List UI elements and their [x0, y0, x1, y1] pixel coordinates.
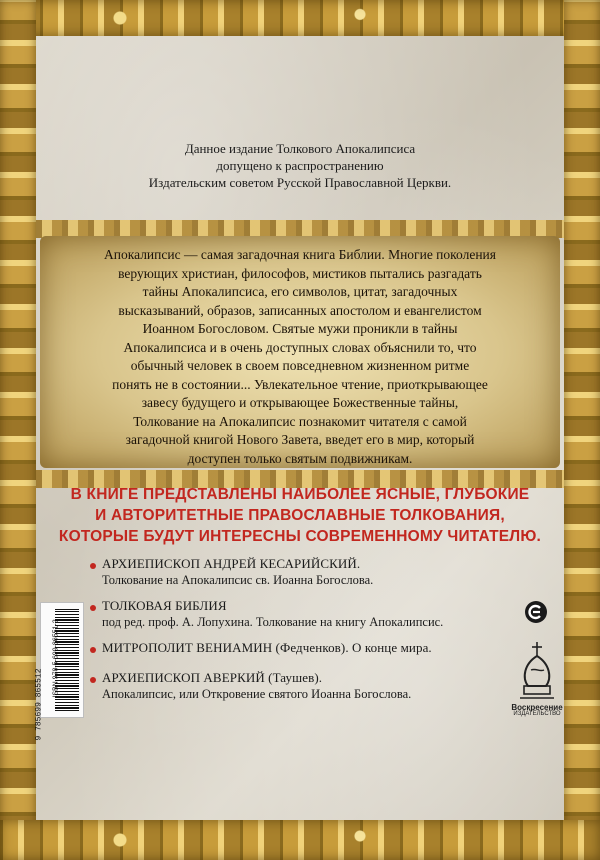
list-item — [102, 556, 532, 588]
notice-line: допущено к распространению — [216, 158, 384, 173]
description-line: высказываний, образов, записанных апостолом и евангелистом — [118, 302, 482, 318]
bullet-icon — [90, 605, 96, 611]
ornament-top-border — [0, 0, 600, 36]
item-title: ТОЛКОВАЯ БИБЛИЯ — [102, 598, 227, 613]
description-line: обычный человек в своем повседневном жизненном ритме — [130, 358, 470, 373]
bullet-icon — [90, 563, 96, 569]
notice-line: Данное издание Толкового Апокалипсиса — [184, 141, 416, 156]
description-line: загадочной книгой Нового Завета, введет его в мир, который — [125, 432, 475, 447]
isbn-label: ISBN 978-5-699-86551-2 — [52, 619, 60, 698]
item-subtitle: Апокалипсис, или Откровение святого Иоанна Богослова. — [102, 687, 412, 701]
bullet-icon — [90, 677, 96, 683]
book-description — [62, 246, 538, 468]
list-item — [102, 670, 532, 702]
item-subtitle: Толкование на Апокалипсис св. Иоанна Богослова. — [102, 573, 374, 587]
headline-line: КОТОРЫЕ БУДУТ ИНТЕРЕСНЫ СОВРЕМЕННОМУ ЧИТАТЕЛЮ. — [58, 528, 542, 545]
contents-list — [102, 556, 532, 712]
description-line: Иоанном Богословом. Святые мужи проникли в тайны — [142, 321, 458, 336]
red-headline — [40, 484, 560, 547]
headline-line: В КНИГЕ ПРЕДСТАВЛЕНЫ НАИБОЛЕЕ ЯСНЫЕ, ГЛУБОКИЕ — [70, 486, 530, 503]
publisher-title: Воскресение — [511, 703, 563, 712]
item-title: АРХИЕПИСКОП АНДРЕЙ КЕСАРИЙСКИЙ. — [102, 556, 361, 571]
item-title: МИТРОПОЛИТ ВЕНИАМИН (Федченков). О конце мира. — [102, 640, 432, 655]
description-line: тайны Апокалипсиса, его символов, цитат, загадочных — [142, 284, 458, 299]
description-line: завесу будущего и открывающее Божественные тайны, — [141, 395, 459, 410]
description-line: доступен только святым подвижникам. — [187, 450, 413, 466]
description-line: понять не в состоянии... Увлекательное чтение, приоткрывающее — [112, 376, 488, 392]
church-approval-notice — [60, 140, 540, 191]
description-line: Апокалипсиса и в очень доступных словах объяснили то, что — [123, 339, 477, 355]
description-line: верующих христиан, философов, мистиков пытались разгадать — [118, 265, 482, 281]
description-line: Толкование на Апокалипсис познакомит читателя с самой — [133, 413, 467, 429]
description-line: Апокалипсис — самая загадочная книга Библии. Многие поколения — [104, 247, 496, 262]
ornament-bottom-border — [0, 820, 600, 860]
eksmo-logo-icon — [524, 600, 548, 624]
ornament-right-border — [564, 0, 600, 860]
headline-line: И АВТОРИТЕТНЫЕ ПРАВОСЛАВНЫЕ ТОЛКОВАНИЯ, — [95, 507, 505, 524]
church-dome-logo-icon — [512, 640, 562, 706]
notice-line: Издательским советом Русской Православной Церкви. — [148, 175, 452, 190]
isbn-barcode — [40, 602, 84, 718]
barcode-digits: 9 785699 865512 — [34, 668, 44, 741]
item-title: АРХИЕПИСКОП АВЕРКИЙ (Таушев). — [102, 670, 323, 685]
ornament-left-border — [0, 0, 36, 860]
publisher-name — [506, 704, 568, 718]
publisher-caption: ИЗДАТЕЛЬСТВО — [513, 711, 561, 717]
bullet-icon — [90, 647, 96, 653]
list-item — [102, 598, 532, 630]
list-item — [102, 640, 532, 656]
item-subtitle: под ред. проф. А. Лопухина. Толкование на книгу Апокалипсис. — [102, 615, 444, 629]
